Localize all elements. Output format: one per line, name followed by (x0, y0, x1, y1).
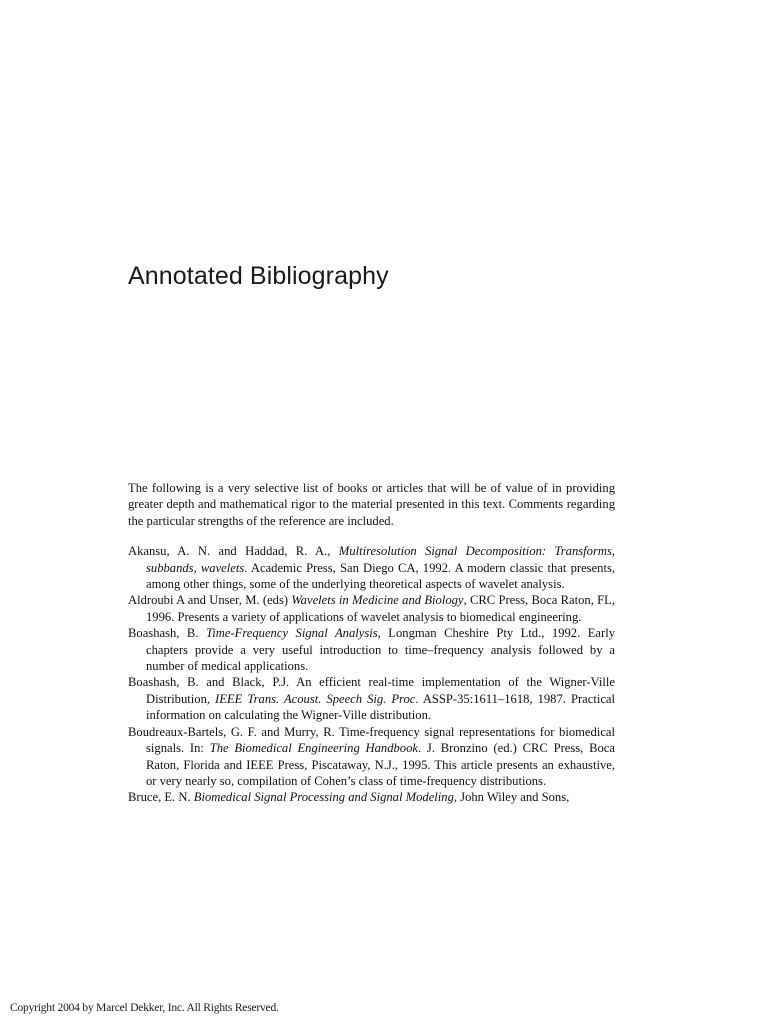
bib-entry-akansu (128, 543, 615, 592)
entry-details: . J. Bronzino (ed.) CRC Press, Boca Raton, Florida and IEEE Press, Piscataway, N.J., 1995. This article presents an exhaustive, or very nearly so, compilation of Cohen’s class of time-frequency distributions. (146, 741, 615, 788)
entry-authors: Aldroubi A and Unser, M. (eds) (128, 593, 292, 608)
bibliography-body (128, 480, 615, 806)
page-title: Annotated Bibliography (128, 262, 389, 290)
entry-details: . Academic Press, San Diego CA, 1992. A modern classic that presents, among other things, some of the underlying theoretical aspects of wavelet analysis. (146, 560, 615, 592)
entry-title: The Biomedical Engineering Handbook (209, 741, 418, 756)
intro-paragraph: The following is a very selective list of books or articles that will be of value of in providing greater depth and mathematical rigor to the material presented in this text. Comments regarding the particular strengths of the reference are included. (128, 481, 615, 528)
entry-details: . ASSP-35:1611–1618, 1987. Practical information on calculating the Wigner-Ville distribution. (146, 691, 615, 723)
bib-entry-bruce (128, 789, 615, 805)
bib-entry-boudreaux-bartels (128, 724, 615, 790)
entry-authors: Boudreaux-Bartels, G. F. and Murry, R. Time-frequency signal representations for biomedical signals. In: (128, 724, 615, 756)
entry-title: Time-Frequency Signal Analysis, (205, 626, 381, 641)
entry-title: IEEE Trans. Acoust. Speech Sig. Proc (215, 691, 416, 706)
entry-details: , John Wiley and Sons, (453, 790, 570, 805)
entry-title: Multiresolution Signal Decomposition: Transforms, subbands, wavelets (146, 544, 615, 575)
entry-authors: Boashash, B. and Black, P.J. An efficient real-time implementation of the Wigner-Ville Distribution, (128, 675, 615, 706)
entry-authors: Akansu, A. N. and Haddad, R. A., (128, 544, 339, 559)
entry-title: Wavelets in Medicine and Biology (291, 593, 464, 608)
entry-title: Biomedical Signal Processing and Signal Modeling (193, 790, 454, 805)
entry-authors: Bruce, E. N. (128, 790, 194, 805)
entry-details: Longman Cheshire Pty Ltd., 1992. Early chapters provide a very useful introduction to time–frequency analysis followed by a number of medical applications. (146, 626, 616, 674)
bib-entry-boashash-black (128, 674, 615, 723)
bib-entry-boashash-1992 (128, 625, 615, 674)
bib-entry-aldroubi (128, 592, 615, 625)
copyright-footer: Copyright 2004 by Marcel Dekker, Inc. All Rights Reserved. (10, 1002, 279, 1014)
entry-details: , CRC Press, Boca Raton, FL, 1996. Presents a variety of applications of wavelet analysis to biomedical engineering. (146, 593, 615, 624)
entry-authors: Boashash, B. (128, 626, 206, 641)
